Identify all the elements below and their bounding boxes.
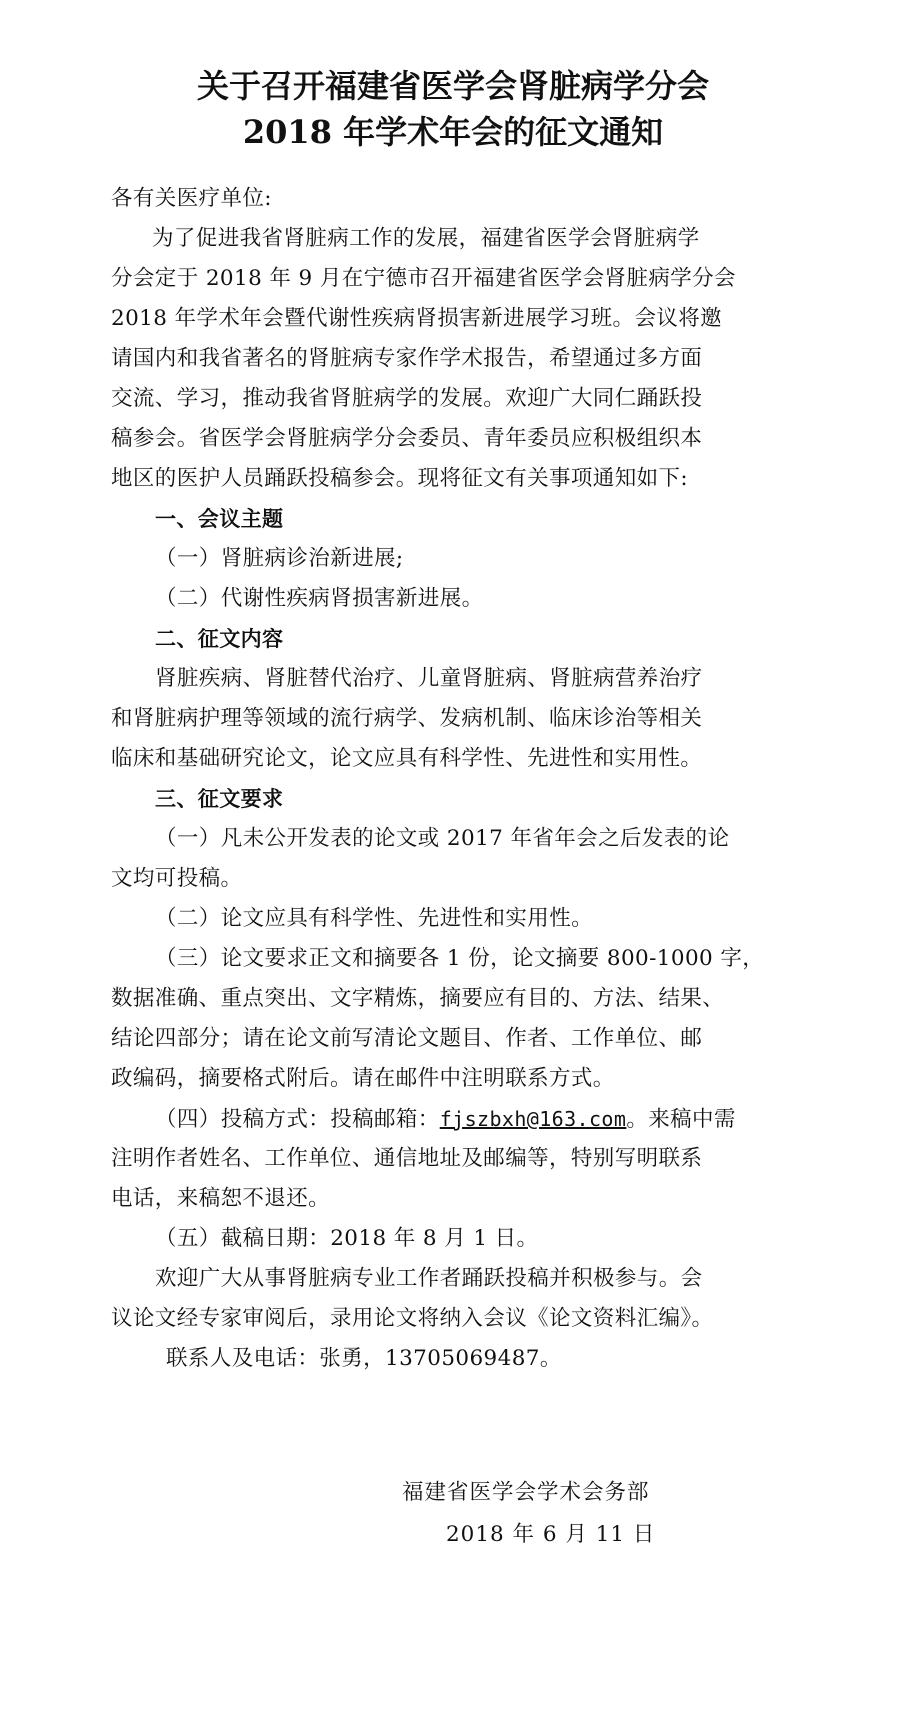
section-heading-requirements: 三、征文要求 xyxy=(155,787,284,811)
document-title-line-2: 2018 年学术年会的征文通知 xyxy=(242,113,664,151)
content-line: 临床和基础研究论文，论文应具有科学性、先进性和实用性。 xyxy=(111,746,703,771)
theme-item: （二）代谢性疾病肾损害新进展。 xyxy=(155,586,484,611)
requirement-4-prefix: （四）投稿方式：投稿邮箱： xyxy=(155,1107,440,1132)
section-heading-theme: 一、会议主题 xyxy=(155,507,284,531)
requirement-3-line: （三）论文要求正文和摘要各 1 份，论文摘要 800-1000 字， xyxy=(155,946,765,971)
intro-line: 分会定于 2018 年 9 月在宁德市召开福建省医学会肾脏病学分会 xyxy=(111,266,736,291)
requirement-4-line: 注明作者姓名、工作单位、通信地址及邮编等，特别写明联系 xyxy=(111,1146,703,1171)
requirement-2: （二）论文应具有科学性、先进性和实用性。 xyxy=(155,906,594,931)
requirement-3-line: 政编码，摘要格式附后。请在邮件中注明联系方式。 xyxy=(111,1066,615,1091)
salutation: 各有关医疗单位: xyxy=(111,186,272,211)
content-line: 肾脏疾病、肾脏替代治疗、儿童肾脏病、肾脏病营养治疗 xyxy=(155,666,703,691)
submission-email-link[interactable]: fjszbxh@163.com xyxy=(439,1107,627,1131)
requirement-3-line: 结论四部分；请在论文前写清论文题目、作者、工作单位、邮 xyxy=(111,1026,703,1051)
intro-line: 稿参会。省医学会肾脏病学分会委员、青年委员应积极组织本 xyxy=(111,426,703,451)
contact-line: 联系人及电话：张勇，13705069487。 xyxy=(166,1346,562,1371)
requirement-3-line: 数据准确、重点突出、文字精炼，摘要应有目的、方法、结果、 xyxy=(111,986,725,1011)
requirement-1-line: 文均可投稿。 xyxy=(111,866,243,891)
closing-line: 议论文经专家审阅后，录用论文将纳入会议《论文资料汇编》。 xyxy=(111,1306,714,1331)
signature-date: 2018 年 6 月 11 日 xyxy=(446,1522,656,1547)
requirement-4-line: 电话，来稿恕不退还。 xyxy=(111,1186,331,1211)
requirement-4-suffix: 。来稿中需 xyxy=(626,1107,736,1132)
theme-item: （一）肾脏病诊治新进展; xyxy=(155,546,404,571)
intro-line: 地区的医护人员踊跃投稿参会。现将征文有关事项通知如下: xyxy=(111,466,689,491)
requirement-5-deadline: （五）截稿日期：2018 年 8 月 1 日。 xyxy=(155,1226,539,1251)
intro-line: 交流、学习，推动我省肾脏病学的发展。欢迎广大同仁踊跃投 xyxy=(111,386,703,411)
intro-line: 为了促进我省肾脏病工作的发展，福建省医学会肾脏病学 xyxy=(152,226,700,251)
closing-line: 欢迎广大从事肾脏病专业工作者踊跃投稿并积极参与。会 xyxy=(155,1266,703,1291)
requirement-1-line: （一）凡未公开发表的论文或 2017 年省年会之后发表的论 xyxy=(155,826,730,851)
signature-organization: 福建省医学会学术会务部 xyxy=(402,1480,650,1505)
section-heading-content: 二、征文内容 xyxy=(155,627,284,651)
requirement-4-line xyxy=(155,1104,736,1135)
intro-line: 请国内和我省著名的肾脏病专家作学术报告，希望通过多方面 xyxy=(111,346,703,371)
intro-line: 2018 年学术年会暨代谢性疾病肾损害新进展学习班。会议将邀 xyxy=(111,306,723,331)
content-line: 和肾脏病护理等领域的流行病学、发病机制、临床诊治等相关 xyxy=(111,706,703,731)
document-title-line-1: 关于召开福建省医学会肾脏病学分会 xyxy=(196,67,709,105)
